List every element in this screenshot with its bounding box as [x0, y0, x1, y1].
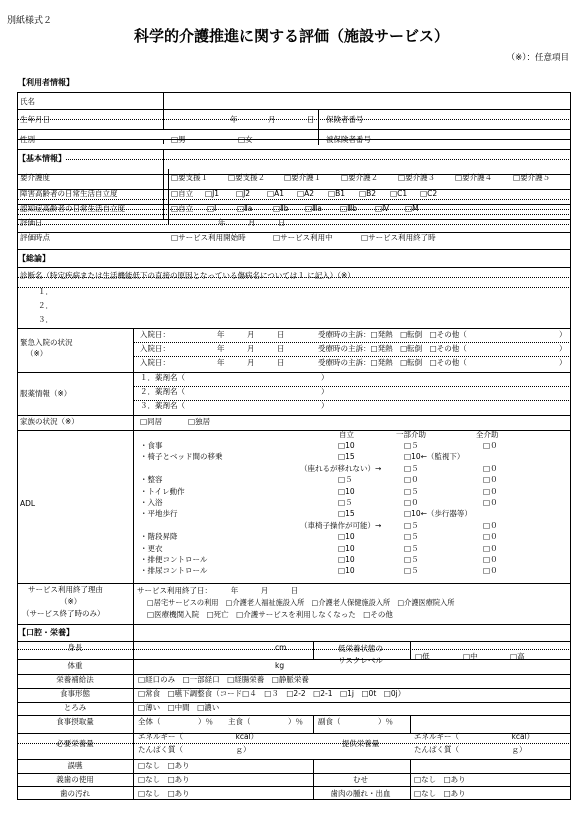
hosp-ymd-1: 年 月 日 — [217, 330, 285, 339]
need-protein: たんぱく質（ ｇ） — [138, 745, 251, 754]
eval-date: 年 月 日 — [218, 218, 286, 227]
hosp-label: 緊急入院の状況 — [20, 338, 73, 347]
dementia-opt-4[interactable]: □Ⅱb — [273, 204, 289, 213]
adl-item-2: ・椅子とベッド間の移乗 — [140, 452, 223, 462]
disabled-opt-1[interactable]: □自立 — [171, 189, 194, 198]
hosp-close-2: ） — [559, 344, 567, 353]
diagnosis-label: 診断名（特定疾病または生活機能低下の直接の原因となっている傷病名については１.に記入）（※） — [20, 271, 355, 280]
end-options-2[interactable]: □医療機関入院 □死亡 □介護サービスを利用しなくなった □その他 — [147, 610, 393, 619]
hosp-ymd-3: 年 月 日 — [217, 358, 285, 367]
adl-score-11-1[interactable]: □10 — [338, 555, 355, 564]
adl-score-6-3[interactable]: □０ — [483, 498, 498, 507]
adl-score-5-1[interactable]: □10 — [338, 486, 355, 496]
adl-score-11-3[interactable]: □０ — [483, 555, 498, 564]
page-title: 科学的介護推進に関する評価（施設サービス） — [133, 27, 449, 45]
disabled-opt-8[interactable]: □C1 — [390, 189, 408, 198]
adl-item-11: ・排便コントロール — [140, 555, 208, 564]
diagnosis-3: ３． — [38, 315, 53, 324]
hosp-close-3: ） — [559, 358, 567, 367]
adl-score-1-2[interactable]: □５ — [404, 441, 419, 450]
section-summary: 【総論】 — [18, 254, 50, 263]
risk-label-1: 低栄養状態の — [338, 644, 383, 653]
disabled-opt-6[interactable]: □B1 — [328, 189, 346, 198]
adl-score-12-3[interactable]: □０ — [483, 566, 498, 576]
thick-options[interactable]: □薄い □中間 □濃い — [138, 703, 220, 712]
eval-point-label: 評価時点 — [20, 233, 50, 242]
adl-score-12-1[interactable]: □10 — [338, 566, 355, 576]
end-reason-note: （サービス終了時のみ） — [22, 609, 105, 618]
risk-mid[interactable]: □中 — [463, 652, 478, 661]
end-reason-optional: （※） — [60, 597, 82, 606]
adl-header-full: 全介助 — [476, 430, 499, 439]
dementia-opt-1[interactable]: □自立 — [171, 204, 194, 213]
section-basic-info: 【基本情報】 — [18, 154, 66, 163]
adl-item-12: ・排尿コントロール — [140, 566, 208, 576]
denture-label: 義歯の使用 — [56, 775, 94, 784]
dementia-opt-2[interactable]: □Ⅰ — [207, 204, 217, 213]
end-reason-label: サービス利用終了理由 — [28, 585, 103, 594]
thick-label: とろみ — [63, 703, 87, 712]
height-unit: cm — [275, 643, 287, 652]
weight-label: 体重 — [67, 661, 83, 670]
family-opt-2[interactable]: □独居 — [188, 417, 211, 426]
adl-header-partial: 一部介助 — [396, 430, 426, 439]
care-level-2[interactable]: □要支援２ — [228, 173, 266, 182]
adl-score-8-3[interactable]: □０ — [483, 520, 498, 530]
adl-item-3: （座れるが移れない）→ — [300, 463, 382, 473]
adl-item-10: ・更衣 — [140, 543, 163, 553]
care-level-5[interactable]: □要介護３ — [398, 173, 436, 182]
disabled-opt-4[interactable]: □A1 — [267, 189, 284, 198]
eval-point-2[interactable]: □サービス利用中 — [273, 233, 333, 242]
name-label: 氏名 — [20, 97, 35, 106]
family-label: 家族の状況（※） — [20, 417, 79, 426]
supp-options[interactable]: □経口のみ □一部経口 □経腸栄養 □静脈栄養 — [138, 675, 309, 684]
risk-label-2: リスクレベル — [338, 656, 383, 665]
adl-item-9: ・階段昇降 — [140, 532, 178, 542]
insured-label: 被保険者番号 — [326, 135, 371, 144]
med-1-close: ） — [321, 373, 329, 382]
med-3-close: ） — [321, 401, 329, 410]
care-level-1[interactable]: □要支援１ — [171, 173, 209, 182]
optional-note: （※）：任意項目 — [506, 53, 569, 63]
family-opt-1[interactable]: □同居 — [140, 417, 163, 426]
dob-month: 月 — [268, 115, 276, 124]
aspiration-options[interactable]: □なし □あり — [138, 761, 190, 770]
care-level-3[interactable]: □要介護１ — [284, 173, 322, 182]
adl-score-12-2[interactable]: □５ — [404, 566, 419, 576]
aspiration-label: 誤嚥 — [67, 761, 83, 770]
need-energy: エネルギー（ kcal） — [138, 732, 259, 741]
choke-options[interactable]: □なし □あり — [414, 775, 466, 784]
dementia-opt-7[interactable]: □Ⅳ — [375, 204, 390, 213]
disabled-opt-9[interactable]: □C2 — [420, 189, 438, 198]
sex-label: 性別 — [20, 135, 35, 144]
insurer-label: 保険者番号 — [326, 115, 364, 124]
adl-item-7: ・平地歩行 — [140, 509, 178, 519]
med-2-close: ） — [321, 387, 329, 396]
risk-low[interactable]: □低 — [415, 652, 430, 661]
adl-score-4-1[interactable]: □５ — [338, 475, 353, 485]
adl-score-10-3[interactable]: □０ — [483, 543, 498, 553]
end-options-1[interactable]: □居宅サービスの利用 □介護老人福祉施設入所 □介護老人保健施設入所 □介護医療院入所 — [147, 598, 455, 607]
teeth-options[interactable]: □なし □あり — [138, 789, 190, 798]
choke-label: むせ — [353, 775, 368, 784]
med-2: ２．薬剤名（ — [140, 387, 185, 396]
adl-item-8: （車椅子操作が可能）→ — [300, 520, 382, 530]
adl-item-4: ・整容 — [140, 475, 163, 485]
care-level-7[interactable]: □要介護５ — [513, 173, 551, 182]
adl-score-1-1[interactable]: □10 — [338, 441, 355, 450]
med-1: １．薬剤名（ — [140, 373, 185, 382]
hosp-date-label-2: 入院日： — [140, 344, 170, 353]
end-date: サービス利用終了日： 年 月 日 — [137, 586, 299, 595]
dementia-label: 認知症高齢者の日常生活自立度 — [20, 204, 125, 213]
disabled-opt-7[interactable]: □B2 — [359, 189, 377, 198]
hosp-reason-2[interactable]: 受療時の主訴：□発熱 □転倒 □その他（ — [318, 344, 467, 353]
intake-label: 食事摂取量 — [56, 717, 94, 726]
adl-score-4-2[interactable]: □０ — [404, 475, 419, 485]
form-number: 別紙様式２ — [7, 16, 53, 26]
adl-score-5-2[interactable]: □５ — [404, 486, 419, 496]
eval-date-label: 評価日 — [20, 218, 43, 227]
adl-score-1-3[interactable]: □０ — [483, 441, 498, 450]
diagnosis-2: ２． — [38, 301, 53, 310]
dementia-opt-5[interactable]: □Ⅲa — [305, 204, 322, 213]
denture-options[interactable]: □なし □あり — [138, 775, 190, 784]
sex-male-checkbox[interactable]: □男 — [171, 135, 186, 144]
need-label: 必要栄養量 — [56, 739, 94, 748]
teeth-label: 歯の汚れ — [60, 789, 90, 798]
hosp-ymd-2: 年 月 日 — [217, 344, 285, 353]
provide-energy: エネルギー（ kcal） — [414, 732, 535, 741]
med-3: ３．薬剤名（ — [140, 401, 185, 410]
adl-score-5-3[interactable]: □０ — [483, 486, 498, 496]
adl-score-4-3[interactable]: □０ — [483, 475, 498, 485]
form-options[interactable]: □常食 □嚥下調整食（コード□４ □３ □2-2 □2-1 □1j □0t □0j） — [138, 689, 406, 698]
risk-high[interactable]: □高 — [510, 652, 525, 661]
dob-label: 生年月日 — [20, 115, 50, 124]
dob-day: 日 — [307, 115, 315, 124]
dementia-opt-8[interactable]: □M — [405, 204, 419, 213]
adl-score-9-2[interactable]: □５ — [404, 532, 419, 542]
adl-score-9-3[interactable]: □０ — [483, 532, 498, 542]
disabled-opt-5[interactable]: □A2 — [297, 189, 314, 198]
hosp-close-1: ） — [559, 330, 567, 339]
gum-label: 歯肉の腫れ・出血 — [330, 789, 391, 798]
hosp-reason-1[interactable]: 受療時の主訴：□発熱 □転倒 □その他（ — [318, 330, 467, 339]
eval-point-1[interactable]: □サービス利用開始時 — [171, 233, 246, 242]
hosp-date-label-3: 入院日： — [140, 358, 170, 367]
disabled-opt-3[interactable]: □J2 — [236, 189, 251, 198]
med-label: 服薬情報（※） — [20, 389, 72, 398]
disabled-label: 障害高齢者の日常生活自立度 — [20, 189, 118, 198]
sex-female-checkbox[interactable]: □女 — [238, 135, 253, 144]
adl-score-3-2[interactable]: □５ — [404, 463, 419, 473]
adl-item-1: ・食事 — [140, 441, 163, 450]
supp-label: 栄養補給法 — [56, 675, 94, 684]
weight-unit: kg — [275, 661, 285, 670]
adl-score-7-1[interactable]: □15 — [338, 509, 355, 519]
eval-point-3[interactable]: □サービス利用終了時 — [361, 233, 436, 242]
adl-score-2-2[interactable]: □10←（監視下） — [404, 452, 465, 462]
diagnosis-1: １． — [38, 287, 53, 296]
adl-header-independent: 自立 — [339, 430, 354, 439]
adl-score-3-3[interactable]: □０ — [483, 463, 498, 473]
adl-score-6-1[interactable]: □５ — [338, 498, 353, 507]
form-label: 食事形態 — [60, 689, 90, 698]
provide-protein: たんぱく質（ ｇ） — [414, 745, 527, 754]
adl-score-8-2[interactable]: □５ — [404, 520, 419, 530]
height-label: 身長 — [67, 643, 83, 652]
section-oral-nutrition: 【口腔・栄養】 — [18, 628, 74, 637]
disabled-opt-2[interactable]: □J1 — [205, 189, 220, 198]
care-level-label: 要介護度 — [20, 173, 50, 182]
hosp-reason-3[interactable]: 受療時の主訴：□発熱 □転倒 □その他（ — [318, 358, 467, 367]
adl-score-9-1[interactable]: □10 — [338, 532, 355, 542]
adl-item-5: ・トイレ動作 — [140, 486, 185, 496]
care-level-6[interactable]: □要介護４ — [455, 173, 493, 182]
adl-score-11-2[interactable]: □５ — [404, 555, 419, 564]
adl-score-7-2[interactable]: □10←（歩行器等） — [404, 509, 472, 519]
dob-year: 年 — [230, 115, 238, 124]
adl-score-6-2[interactable]: □０ — [404, 498, 419, 507]
adl-score-10-1[interactable]: □10 — [338, 543, 355, 553]
adl-score-10-2[interactable]: □５ — [404, 543, 419, 553]
gum-options[interactable]: □なし □あり — [414, 789, 466, 798]
dementia-opt-6[interactable]: □Ⅲb — [340, 204, 358, 213]
dementia-opt-3[interactable]: □Ⅱa — [237, 204, 253, 213]
hosp-optional: （※） — [26, 349, 48, 358]
provide-label: 提供栄養量 — [341, 739, 380, 748]
intake-values: 全体（ ）％ 主食（ ）％ 副食（ ）％ — [138, 717, 393, 726]
adl-score-2-1[interactable]: □15 — [338, 452, 355, 462]
care-level-4[interactable]: □要介護２ — [341, 173, 379, 182]
hosp-date-label-1: 入院日： — [140, 330, 170, 339]
adl-label: ADL — [20, 499, 36, 508]
section-user-info: 【利用者情報】 — [18, 78, 74, 87]
adl-item-6: ・入浴 — [140, 498, 163, 507]
